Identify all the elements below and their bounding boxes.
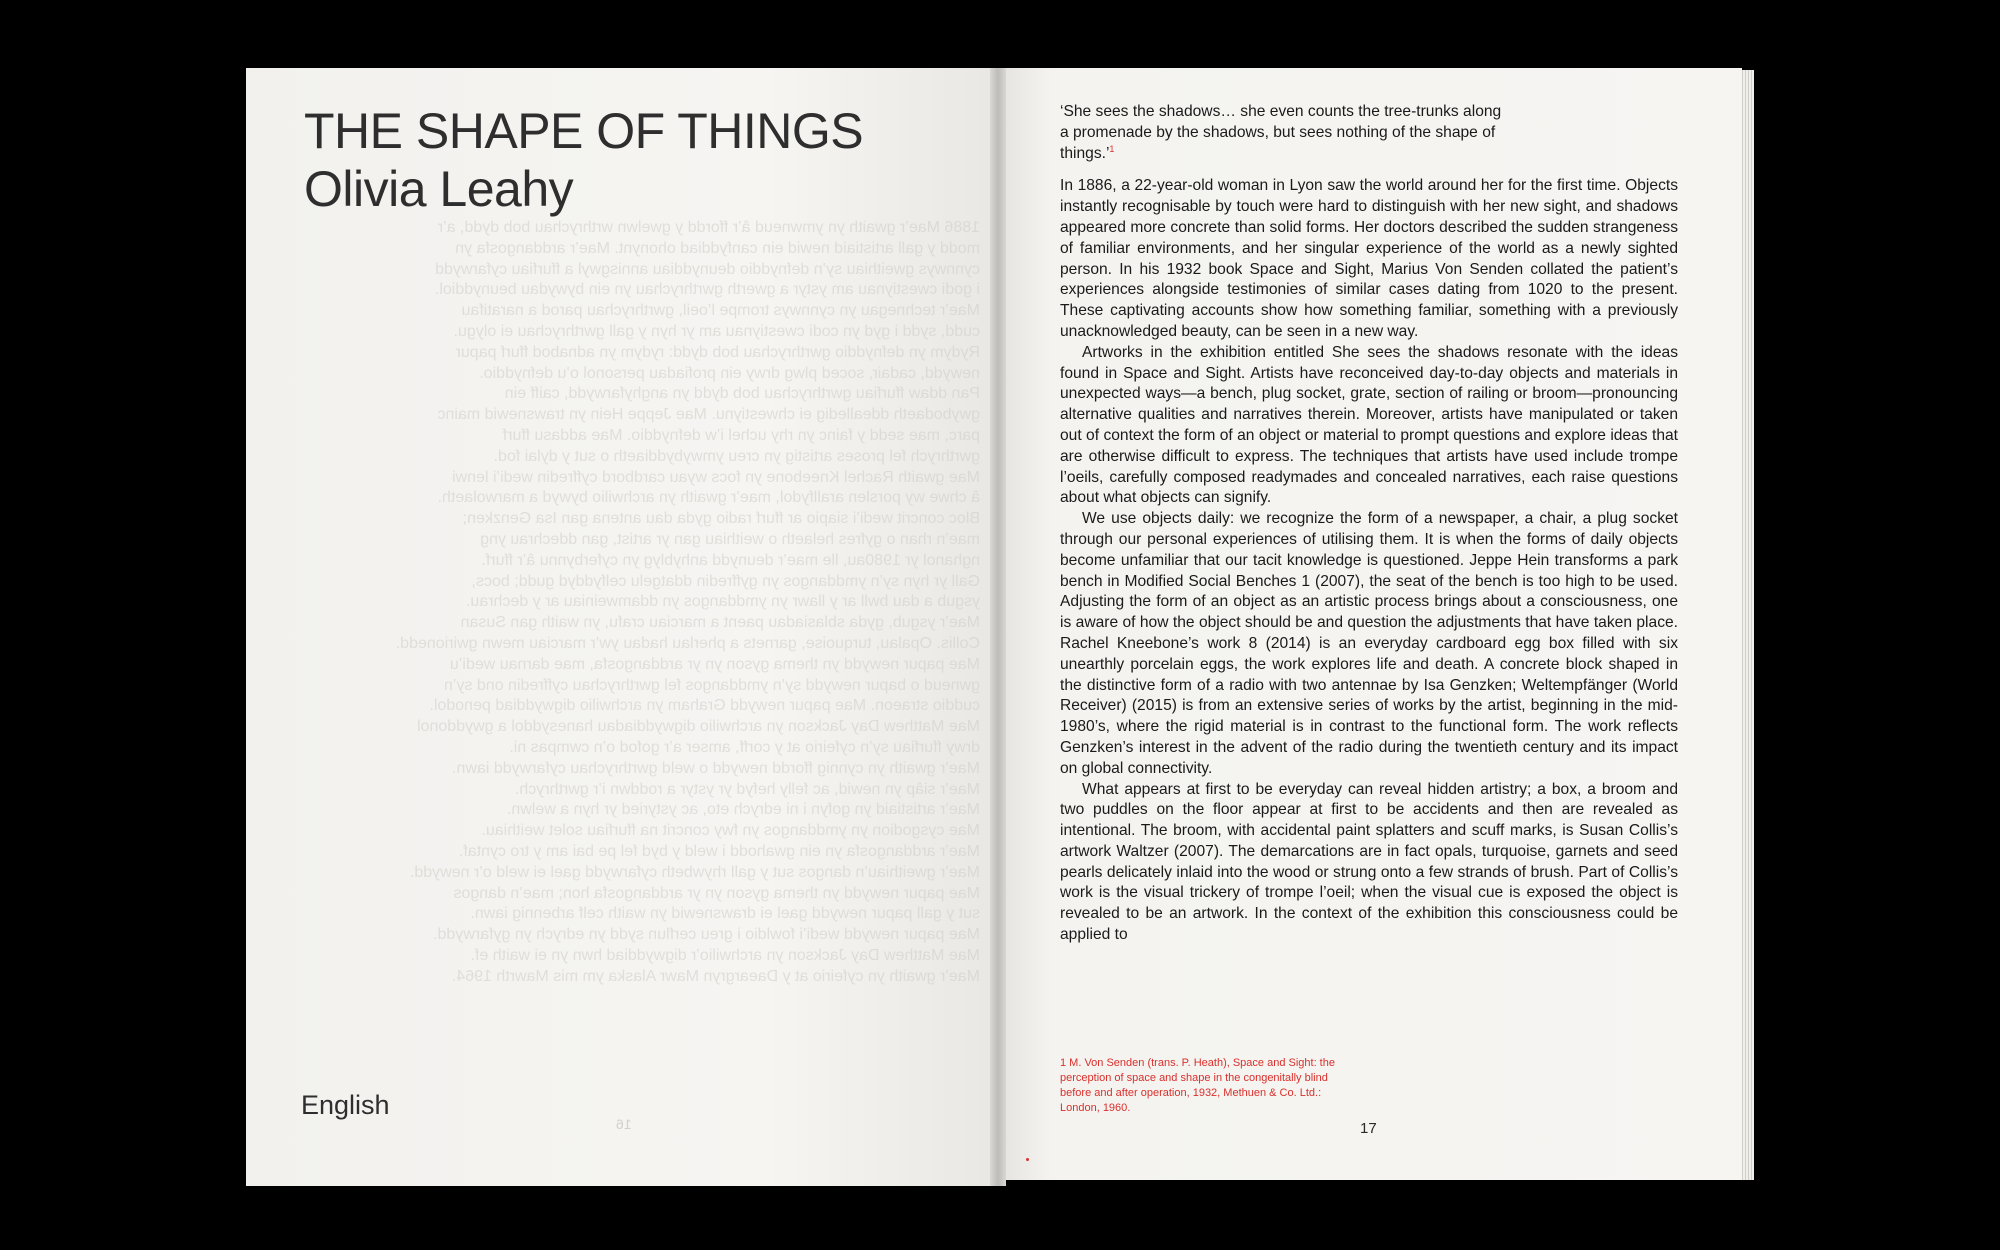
text-column (1060, 102, 1678, 946)
paragraph: What appears at first to be everyday can reveal hidden artistry; a box, a broom and two puddles on the floor appear at first to be accidents and then are revealed as intentional. The broom, with accidental paint splatters and scuff marks, is Susan Collis’s artwork Waltzer (2007). The demarcations are in fact opals, turquoise, garnets and seed pearls delicately inlaid into the wood or strung onto a few strands of brush. Part of Collis’s work is the visual trickery of trompe l’oeil; when the visual cue is exposed the object is revealed to be an artwork. In the context of the exhibition this consciousness could be applied to (1060, 780, 1678, 944)
paragraph: Artworks in the exhibition entitled She sees the shadows resonate with the ideas found in Space and Sight. Artists have reconceived day-to-day objects and materials in unexpected ways—a bench, plug socket, grate, section of railing or broom—pronouncing alternative qualities and narratives therein. Moreover, artists have manipulated or taken out of context the form of an object or material to prompt questions and explore ideas that are otherwise difficult to express. The techniques that artists have used include trompe l’oeils, carefully composed readymades and concealed narratives, each raise questions about what objects can signify. (1060, 343, 1678, 507)
epigraph-line-text: things.’ (1060, 144, 1110, 162)
right-page (1006, 68, 1742, 1180)
article-title: THE SHAPE OF THINGS (304, 103, 864, 159)
left-page-number: 16 (616, 1116, 632, 1132)
epigraph (1060, 102, 1678, 164)
language-label: English (301, 1090, 390, 1120)
epigraph-line (1060, 144, 1678, 165)
title-block (304, 102, 863, 218)
body-text (1060, 176, 1678, 945)
book-gutter (990, 68, 1006, 1186)
right-page-number: 17 (1360, 1120, 1377, 1137)
show-through-text: 1886 Mae’r gwaith yn ymwneud â’r ffordd y gwelwn wrthrychau bob dydd, a’r modd y gall artistiaid newid ein canfyddiad ohonynt. Mae’r arddangosfa yn cynnwys gweithiau sy’n defnyddio deunyddiau annisgwyl a ffurfiau cyfarwydd i godi cwestiynau am ystyr a gwerth gwrthrychau yn ein bywydau beunyddiol. Mae’r technegau yn cynnwys trompe l’oeil, gwrthrychau parod a naratifau cudd, sydd i gyd yn codi cwestiynau am yr hyn y gall gwrthrychau ei olygu. Rydym yn defnyddio gwrthrychau bob dydd: rydym yn adnabod ffurf papur newydd, cadair, soced plwg drwy ein profiadau personol o’u defnyddio. Pan ddaw ffurfiau gwrthrychau bob dydd yn anghyfarwydd, caiff ein gwybodaeth ddealledig ei chwestiynu. Mae Jeppe Hein yn trawsnewid mainc parc, mae sedd y fainc yn rhy uchel i’w defnyddio. Mae addasu ffurf gwrthrych fel proses artistig yn creu ymwybyddiaeth o sut y dylai fod. Mae gwaith Rachel Kneebone yn focs wyau cardbord cyffredin wedi’i lenwi â chwe wy porslen arallfydol, mae’r gwaith yn archwilio bywyd a marwolaeth. Bloc concrit wedi’i siapio ar ffurf radio gyda dau antena gan Isa Genzken; mae’n rhan o gyfres helaeth o weithiau gan yr artist, gan ddechrau yng nghanol yr 1980au, lle mae’r deunydd anhyblyg yn cyferbynnu â’r ffurf. Gall yr hyn sy’n ymddangos yn gyffredin ddatgelu celfyddyd gudd; bocs, ysgub a dau bwll ar y llawr yn ymddangos yn ddamweiniau ar y dechrau. Mae’r ysgub, gyda sblasiadau paent a marciau crafu, yn waith gan Susan Collis. Opalau, turquoise, garnets a pherlau hadau yw’r marciau mewn gwirionedd. Mae papur newydd yn thema gyson yn yr arddangosfa, mae darnau wedi’u gwneud o bapur newydd sy’n ymddangos fel gwrthrychau cyffredin ond sy’n cuddio straeon. Mae papur newydd Graham yn archwilio digwyddiad penodol. Mae Matthew Day Jackson yn archwilio digwyddiadau hanesyddol a gwyddonol drwy ffurfiau sy’n cyfeirio at y corff, amser a’r gofod o’n cwmpas ni. Mae’r gwaith yn cynnig ffordd newydd o weld gwrthrychau cyfarwydd iawn. Mae’r siâp yn newid, ac felly hefyd yr ystyr a roddwn i’r gwrthrych. Mae’r artistiaid yn gofyn i ni edrych eto, ac ystyried yr hyn a welwn. Mae cysgodion yn ymddangos yn fwy concrit na ffurfiau solet weithiau. Mae’r arddangosfa yn ein gwahodd i weld y byd fel pe bai am y tro cyntaf. Mae’r gweithiau’n dangos sut y gall rhywbeth cyfarwydd gael ei weld o’r newydd. Mae papur newydd yn thema gyson yn yr arddangosfa hon; mae’n dangos sut y gall papur newydd gael ei drawsnewid yn waith celf arbennig iawn. Mae papur newydd wedi’i fowldio i greu cerflun sydd yn edrych yn gyfarwydd. Mae Matthew Day Jackson yn archwilio’r digwyddiad hwn yn ei waith ef. Mae’r gwaith yn cyfeirio at y Daeargryn Mawr Alaska ym mis Mawrth 1964. (395, 219, 980, 985)
author-name: Olivia Leahy (304, 161, 574, 217)
footnote: 1 M. Von Senden (trans. P. Heath), Space and Sight: the perception of space and shape in the congenitally blind before and after operation, 1932, Methuen & Co. Ltd.: London, 1960. (1060, 1057, 1335, 1114)
footnote-marker: 1 (1109, 143, 1115, 154)
paragraph: We use objects daily: we recognize the form of a newspaper, a chair, a plug socket through our personal experiences of utilising them. It is when the forms of daily objects become unfamiliar that our tacit knowledge is questioned. Jeppe Hein transforms a park bench in Modified Social Benches 1 (2007), the seat of the bench is too high to be used. Adjusting the form of an object as an artistic process brings about a consciousness, one is aware of how the object should be and question the adjustments that have taken place. Rachel Kneebone’s work 8 (2014) is an everyday cardboard egg box filled with six unearthly porcelain eggs, the work explores life and death. A concrete block shaped in the distinctive form of a radio with two antennae by Isa Genzken; Weltempfänger (World Receiver) (2015) is from an extensive series of works by the artist, beginning in the mid-1980’s, where the rigid material is in contrast to the functional form. The work reflects Genzken’s interest in the advent of the radio during the twentieth century and its impact on global connectivity. (1060, 510, 1678, 777)
epigraph-line: a promenade by the shadows, but sees nothing of the shape of (1060, 123, 1496, 141)
epigraph-line: ‘She sees the shadows… she even counts the tree-trunks along (1060, 103, 1502, 120)
printer-mark (1026, 1158, 1029, 1161)
left-page (246, 68, 990, 1186)
page-edges (1742, 70, 1754, 1180)
paragraph: In 1886, a 22-year-old woman in Lyon saw the world around her for the first time. Objects instantly recognisable by touch were hard to distinguish with her new sight, and shadows appeared more concrete than solid forms. Her doctors described the sudden strangeness of familiar environments, and her singular experience of the world as a newly sighted person. In his 1932 book Space and Sight, Marius Von Senden collated the patient’s experiences alongside testimonies of similar cases dating from 1020 to the present. These captivating accounts show how something familiar, something with a previously unacknowledged beauty, can be seen in a new way. (1060, 177, 1678, 340)
